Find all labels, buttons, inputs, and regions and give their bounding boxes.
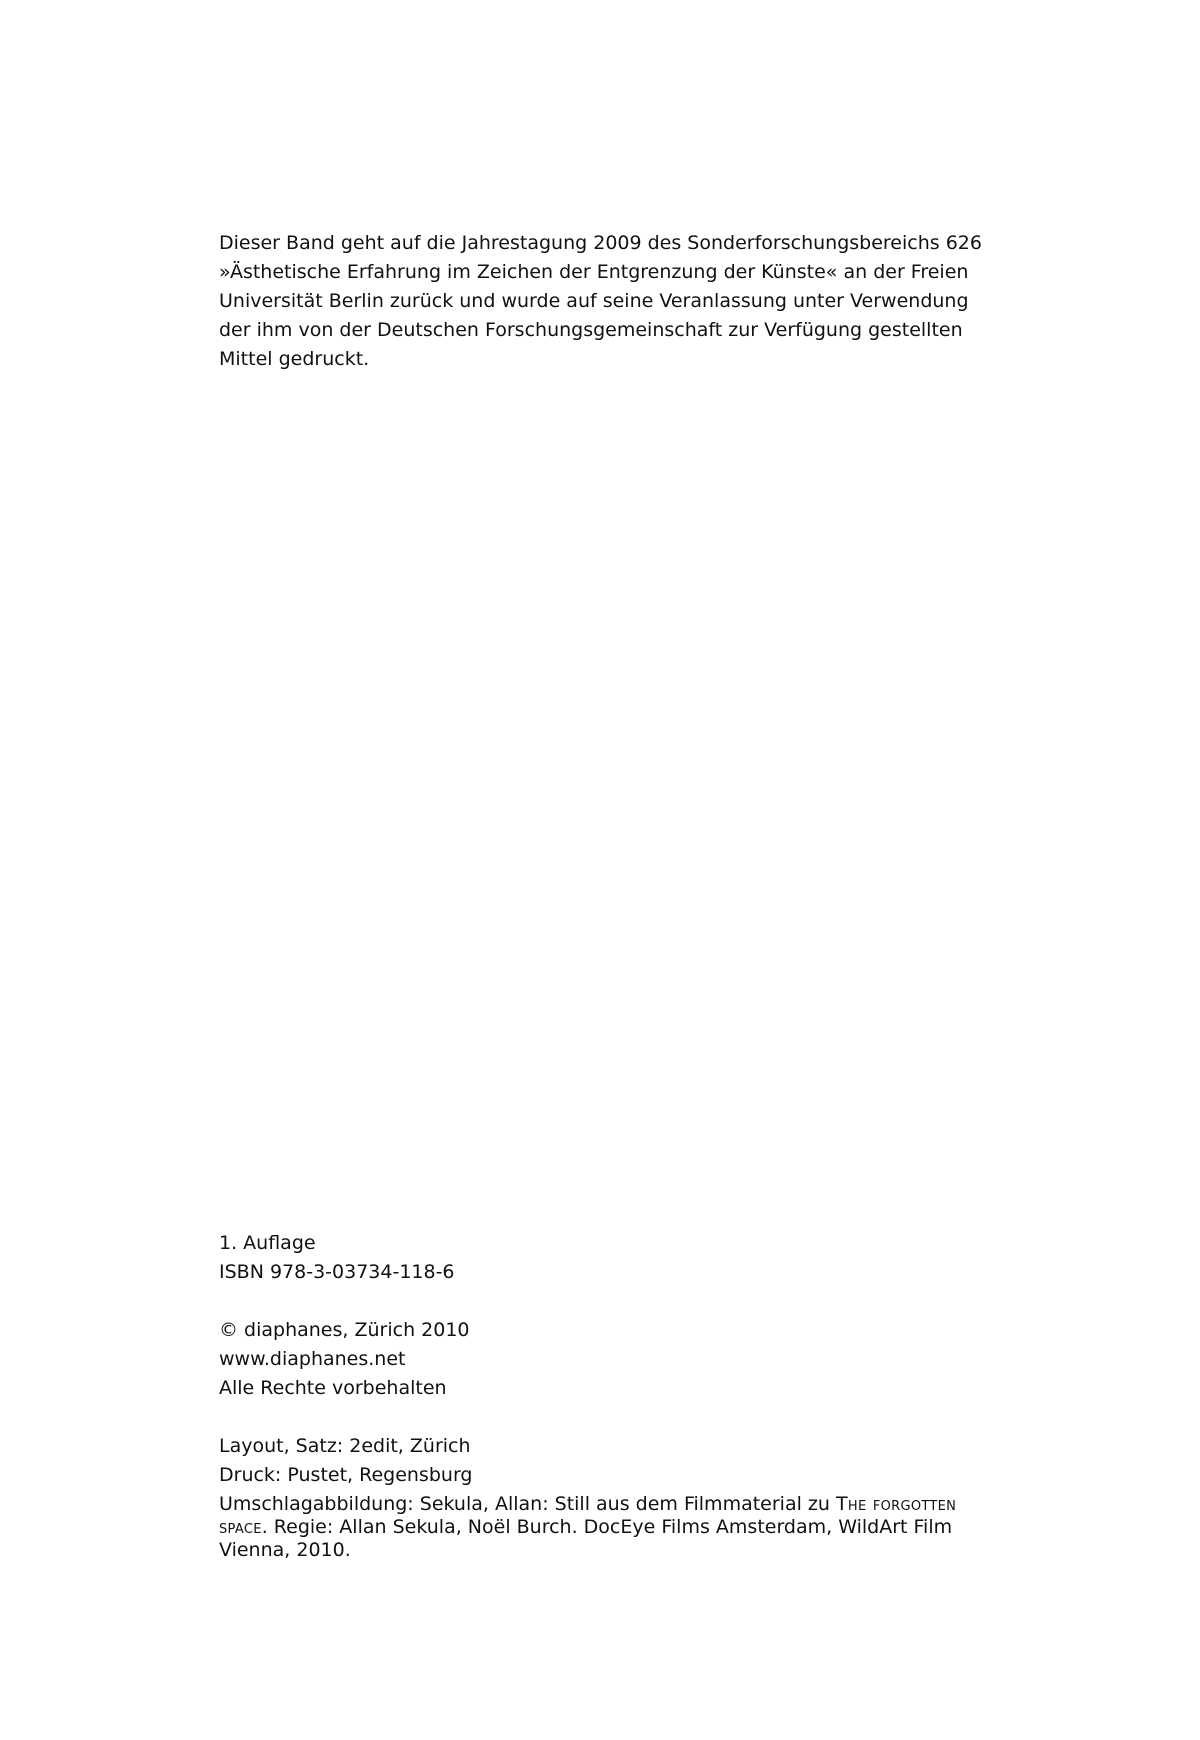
funding-note — [219, 229, 982, 374]
isbn: ISBN 978-3-03734-118-6 — [219, 1261, 455, 1283]
funding-note-line: Dieser Band geht auf die Jahrestagung 2009 des Sonderforschungsbereichs 626 — [219, 232, 982, 254]
cover-credit — [219, 1493, 959, 1562]
cover-credit-prefix: Umschlagabbildung: Sekula, Allan: Still aus dem Filmmaterial zu — [219, 1493, 830, 1515]
funding-note-line: »Ästhetische Erfahrung im Zeichen der Entgrenzung der Künste« an der Freien — [219, 261, 969, 283]
edition: 1. Auflage — [219, 1232, 316, 1254]
website: www.diaphanes.net — [219, 1348, 406, 1370]
film-title: The forgotten space — [219, 1493, 957, 1538]
funding-note-line: Universität Berlin zurück und wurde auf seine Veranlassung unter Verwendung — [219, 290, 969, 312]
imprint — [219, 1229, 959, 1562]
copyright: © diaphanes, Zürich 2010 — [219, 1319, 470, 1341]
funding-note-line: der ihm von der Deutschen Forschungsgemeinschaft zur Verfügung gestellten — [219, 319, 963, 341]
spacer — [219, 1403, 959, 1432]
print-credit: Druck: Pustet, Regensburg — [219, 1464, 473, 1486]
rights-notice: Alle Rechte vorbehalten — [219, 1377, 447, 1399]
spacer — [219, 1287, 959, 1316]
funding-note-line: Mittel gedruckt. — [219, 348, 370, 370]
layout-credit: Layout, Satz: 2edit, Zürich — [219, 1435, 471, 1457]
cover-credit-suffix: . Regie: Allan Sekula, Noël Burch. DocEye Films Amsterdam, WildArt Film Vienna, 2010. — [219, 1516, 953, 1561]
